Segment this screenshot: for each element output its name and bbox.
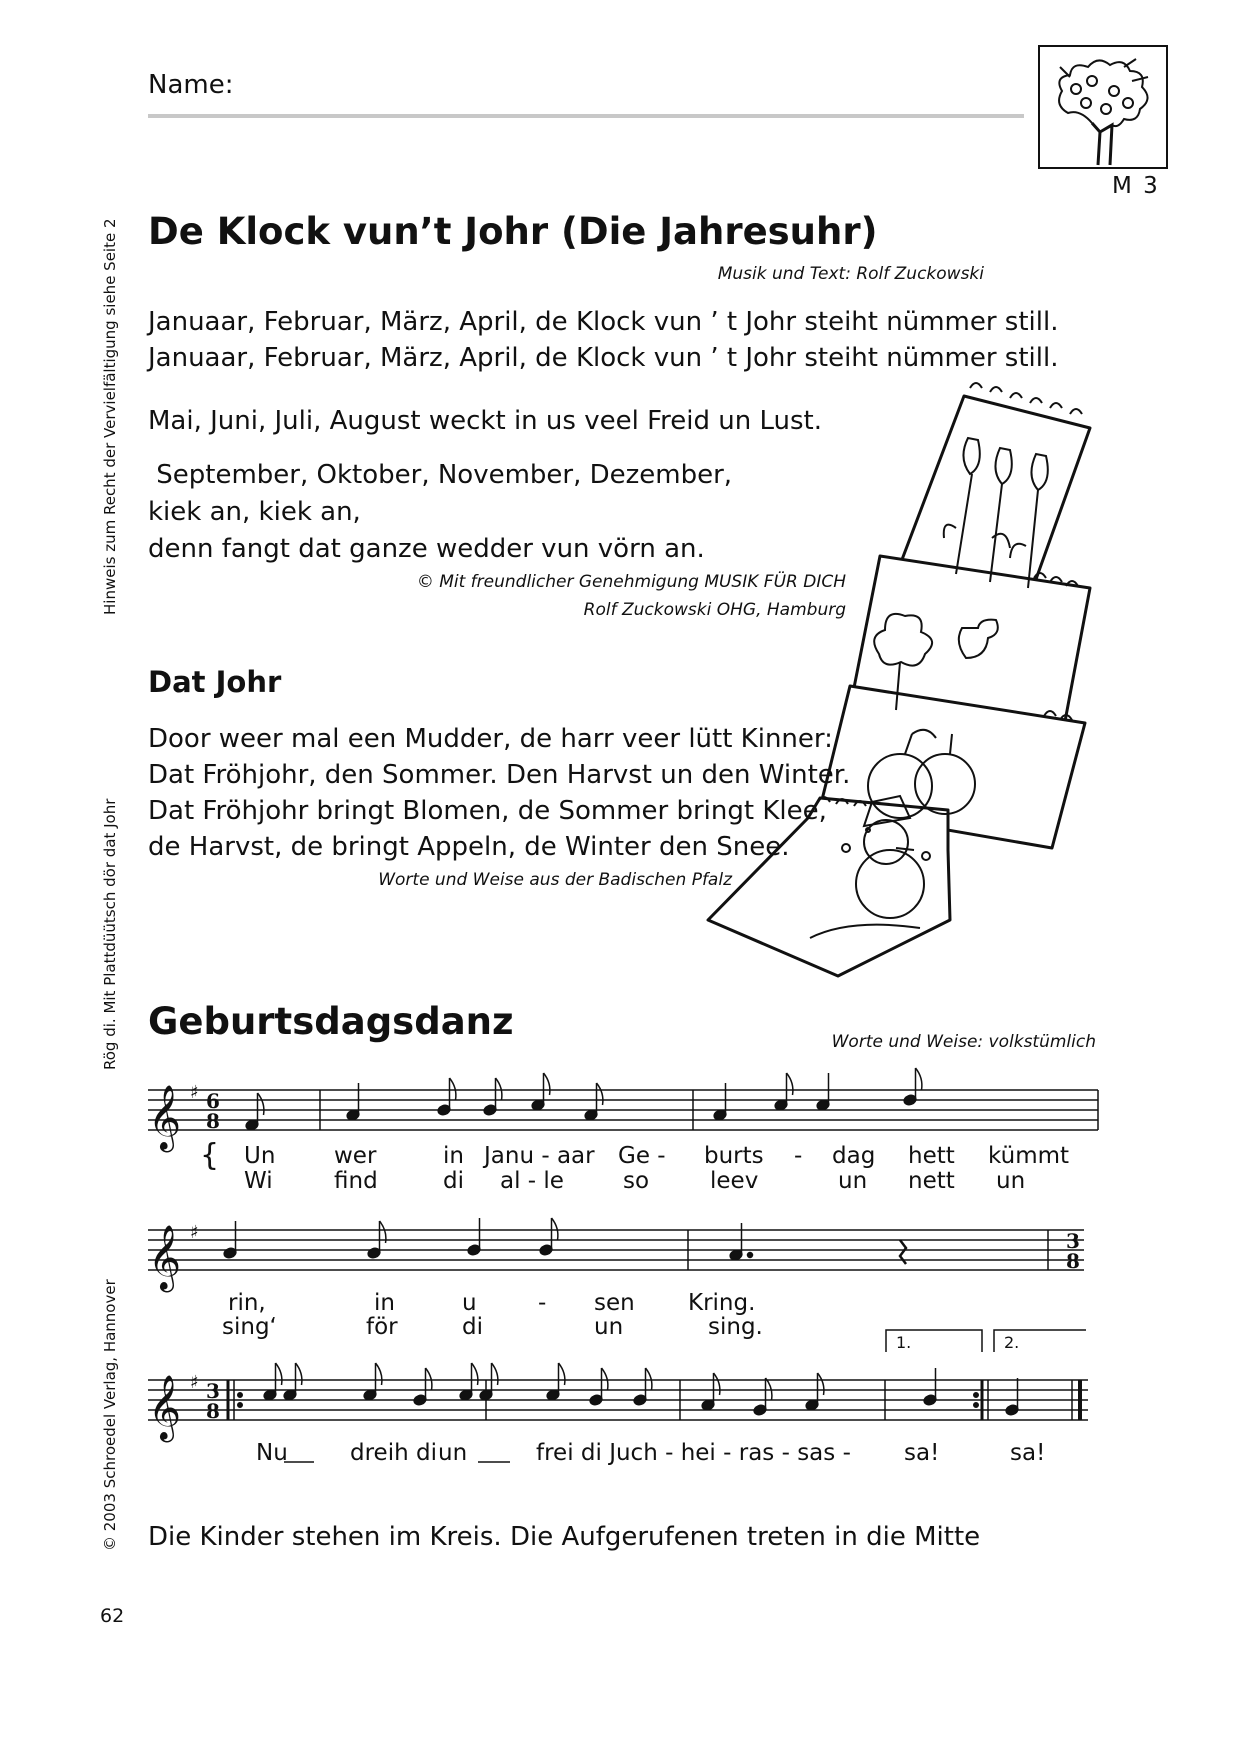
ending-2: 2. [1004, 1333, 1020, 1352]
lyric-syllable: dreih di [350, 1440, 437, 1466]
note-flag [597, 1083, 603, 1105]
note-flag [544, 1073, 550, 1095]
treble-clef-icon: 𝄞 [148, 1375, 182, 1440]
song1-permission: Rolf Zuckowski OHG, Hamburg [583, 600, 846, 620]
footer-instruction: Die Kinder stehen im Kreis. Die Aufgerufenen treten in die Mitte [148, 1522, 981, 1552]
poem-line: Dat Fröhjohr, den Sommer. Den Harvst un den Winter. [148, 760, 851, 790]
svg-text:♯: ♯ [190, 1372, 199, 1393]
note-flag [376, 1363, 382, 1385]
lyric-syllable: dag [832, 1143, 876, 1169]
svg-text:{: { [200, 1138, 220, 1173]
name-line[interactable] [148, 114, 1024, 118]
note-flag [714, 1373, 720, 1395]
lyric-syllable: sing. [708, 1314, 763, 1340]
lyric-syllable: sing‘ [222, 1314, 277, 1340]
svg-text:8: 8 [206, 1109, 220, 1133]
svg-text:8: 8 [206, 1399, 220, 1423]
side-note-book-title: Rög di. Mit Plattdüütsch dör dat Johr [101, 798, 119, 1070]
svg-text:♯: ♯ [190, 1222, 199, 1243]
lyric-syllable: leev [710, 1168, 759, 1194]
name-label: Name: [148, 70, 234, 100]
lyric-syllable: u [462, 1290, 477, 1316]
sheet-music [148, 1060, 1108, 1480]
svg-text:6: 6 [206, 1089, 220, 1113]
note-flag [426, 1368, 432, 1390]
song1-line: denn fangt dat ganze wedder vun vörn an. [148, 534, 705, 564]
note-flag [276, 1363, 282, 1385]
poem-line: de Harvst, de bringt Appeln, de Winter den Snee. [148, 832, 790, 862]
lyric-syllable: sen [594, 1290, 635, 1316]
song1-permission: © Mit freundlicher Genehmigung MUSIK FÜR DICH [416, 572, 846, 592]
calendar-illustration [700, 378, 1110, 998]
lyric-syllable: al - le [500, 1168, 564, 1194]
poem-line: Dat Fröhjohr bringt Blomen, de Sommer bringt Klee, [148, 796, 827, 826]
lyric-syllable: - [538, 1290, 547, 1316]
lyric-syllable: un [594, 1314, 624, 1340]
song1-title: De Klock vun’t Johr (Die Jahresuhr) [148, 210, 878, 253]
lyric-syllable: Janu - aar [484, 1143, 595, 1169]
poem-credit: Worte und Weise aus der Badischen Pfalz [378, 870, 732, 890]
song1-line: kiek an, kiek an, [148, 497, 361, 527]
note-flag [602, 1368, 608, 1390]
lyric-syllable: sa! [904, 1440, 940, 1466]
lyric-syllable: - [794, 1143, 803, 1169]
note-flag [496, 1078, 502, 1100]
note-flag [766, 1378, 772, 1400]
song1-line: Januaar, Februar, März, April, de Klock vun ’ t Johr steiht nümmer still. [148, 307, 1059, 337]
side-note-rights: Hinweis zum Recht der Vervielfältigung siehe Seite 2 [101, 218, 119, 615]
song1-line: September, Oktober, November, Dezember, [148, 460, 733, 490]
poem-line: Door weer mal een Mudder, de harr veer lütt Kinner: [148, 724, 833, 754]
tree-logo-icon [1038, 45, 1168, 169]
lyric-syllable: in [443, 1143, 464, 1169]
lyric-syllable: Un [244, 1143, 276, 1169]
note-flag [818, 1373, 824, 1395]
treble-clef-icon: 𝄞 [148, 1225, 182, 1290]
note-flag [450, 1078, 456, 1100]
treble-clef-icon: 𝄞 [148, 1085, 182, 1150]
lyric-syllable: Wi [244, 1168, 273, 1194]
lyric-syllable: un [838, 1168, 868, 1194]
lyric-syllable: in [374, 1290, 395, 1316]
lyric-syllable: so [623, 1168, 650, 1194]
lyric-syllable: kümmt [988, 1143, 1070, 1169]
lyric-syllable: un [996, 1168, 1026, 1194]
note-flag [472, 1363, 478, 1385]
lyric-syllable: sa! [1010, 1440, 1046, 1466]
note-flag [296, 1363, 302, 1385]
svg-text:3: 3 [206, 1379, 220, 1403]
lyric-syllable: frei di Juch - hei - ras - sas - [536, 1440, 851, 1466]
lyric-syllable: Ge - [618, 1143, 666, 1169]
ending-1: 1. [896, 1333, 912, 1352]
note-flag [559, 1363, 565, 1385]
lyric-syllable: för [366, 1314, 398, 1340]
song1-line: Mai, Juni, Juli, August weckt in us veel Freid un Lust. [148, 406, 822, 436]
lyric-syllable: Nu [256, 1440, 288, 1466]
page-number: 62 [100, 1605, 125, 1627]
note-flag [258, 1093, 264, 1115]
svg-text:8: 8 [1066, 1249, 1080, 1273]
side-note-publisher: © 2003 Schroedel Verlag, Hannover [101, 1279, 119, 1551]
note-flag [552, 1218, 558, 1240]
note-flag [646, 1368, 652, 1390]
song1-credit: Musik und Text: Rolf Zuckowski [717, 264, 984, 284]
sheet-code: M 3 [1112, 173, 1160, 199]
poem-title: Dat Johr [148, 665, 282, 699]
note-flag [787, 1073, 793, 1095]
lyric-syllable: rin, [228, 1290, 266, 1316]
lyric-syllable: hett [908, 1143, 955, 1169]
lyric-syllable: wer [334, 1143, 377, 1169]
note-flag [492, 1363, 498, 1385]
lyric-syllable: Kring. [688, 1290, 756, 1316]
song2-title: Geburtsdagsdanz [148, 1000, 514, 1043]
song2-credit: Worte und Weise: volkstümlich [831, 1032, 1096, 1052]
lyric-syllable: un [438, 1440, 468, 1466]
note-flag [916, 1068, 922, 1090]
lyric-syllable: burts [704, 1143, 764, 1169]
lyric-syllable: nett [908, 1168, 955, 1194]
lyric-syllable: di [443, 1168, 464, 1194]
lyric-syllable: di [462, 1314, 483, 1340]
lyric-syllable: find [334, 1168, 378, 1194]
note-dot [748, 1253, 753, 1258]
svg-text:♯: ♯ [190, 1082, 199, 1103]
svg-text:3: 3 [1066, 1229, 1080, 1253]
song1-line: Januaar, Februar, März, April, de Klock vun ’ t Johr steiht nümmer still. [148, 343, 1059, 373]
